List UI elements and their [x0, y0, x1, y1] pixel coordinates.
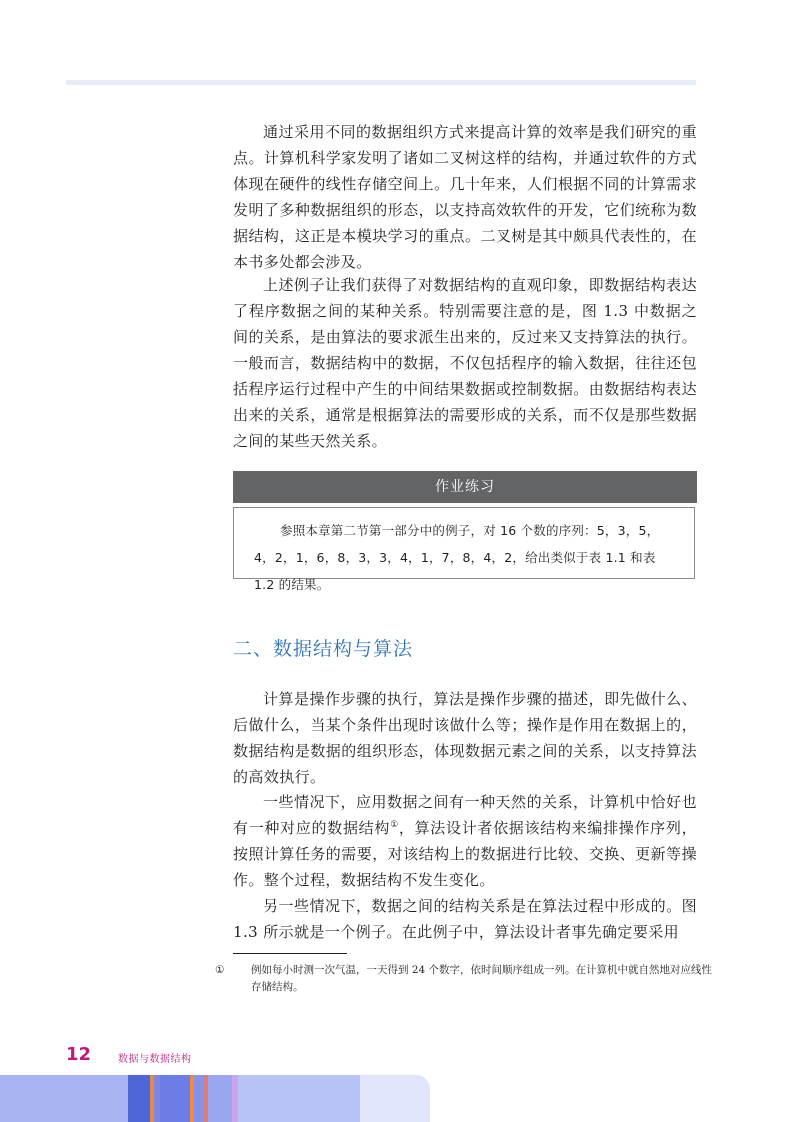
footnote: [215, 962, 715, 996]
section-paragraph-2: [233, 789, 697, 893]
footnote-reference[interactable]: ①: [390, 820, 399, 830]
section-paragraph-1: 计算是操作步骤的执行，算法是操作步骤的描述，即先做什么、后做什么，当某个条件出现时该做什么等；操作是作用在数据上的，数据结构是数据的组织形态，体现数据元素之间的关系，以支持算法的高效执行。: [233, 690, 697, 786]
homework-text: 参照本章第二节第一部分中的例子，对 16 个数的序列：5，3，5，4，2，1，6，8，3，3，4，1，7，8，4，2，给出类似于表 1.1 和表 1.2 的结果。: [254, 523, 660, 592]
section-paragraph-2-text-a: 一些情况下，应用数据之间有一种天然的关系，计算机中恰好也有一种对应的数据结构: [233, 793, 697, 837]
section-paragraph-2-text-b: ，算法设计者依据该结构来编排操作序列，按照计算任务的需要，对该结构上的数据进行比较、交换、更新等操作。整个过程，数据结构不发生变化。: [233, 819, 697, 889]
footnote-mark: ①: [215, 964, 225, 976]
footnote-text: 例如每小时测一次气温，一天得到 24 个数字，依时间顺序组成一列。在计算机中就自然地对应线性存储结构。: [251, 964, 713, 993]
body-paragraph-1: 通过采用不同的数据组织方式来提高计算的效率是我们研究的重点。计算机科学家发明了诸如二叉树这样的结构，并通过软件的方式体现在硬件的线性存储空间上。几十年来，人们根据不同的计算需求发明了多种数据组织的形态，以支持高效软件的开发，它们统称为数据结构，这正是本模块学习的重点。二叉树是其中颇具代表性的，在本书多处都会涉及。: [233, 123, 697, 271]
section-paragraph-3: 另一些情况下，数据之间的结构关系是在算法过程中形成的。图 1.3 所示就是一个例子。在此例子中，算法设计者事先确定要采用: [233, 897, 697, 941]
footnote-divider: [233, 953, 347, 954]
section-title: 二、数据结构与算法: [233, 638, 414, 660]
page-number: 12: [66, 1044, 92, 1065]
body-paragraph-2: 上述例子让我们获得了对数据结构的直观印象，即数据结构表达了程序数据之间的某种关系。特别需要注意的是，图 1.3 中数据之间的关系，是由算法的要求派生出来的，反过来又支持算法的执行。一般而言，数据结构中的数据，不仅包括程序的输入数据，往往还包括程序运行过程中产生的中间结果数据或控制数据。由数据结构表达出来的关系，通常是根据算法的需要形成的关系，而不仅是那些数据之间的某些天然关系。: [233, 276, 697, 450]
header-rule: [66, 80, 696, 85]
homework-title: 作业练习: [233, 471, 697, 503]
homework-box: [233, 507, 695, 592]
chapter-name: 数据与数据结构: [118, 1054, 192, 1065]
